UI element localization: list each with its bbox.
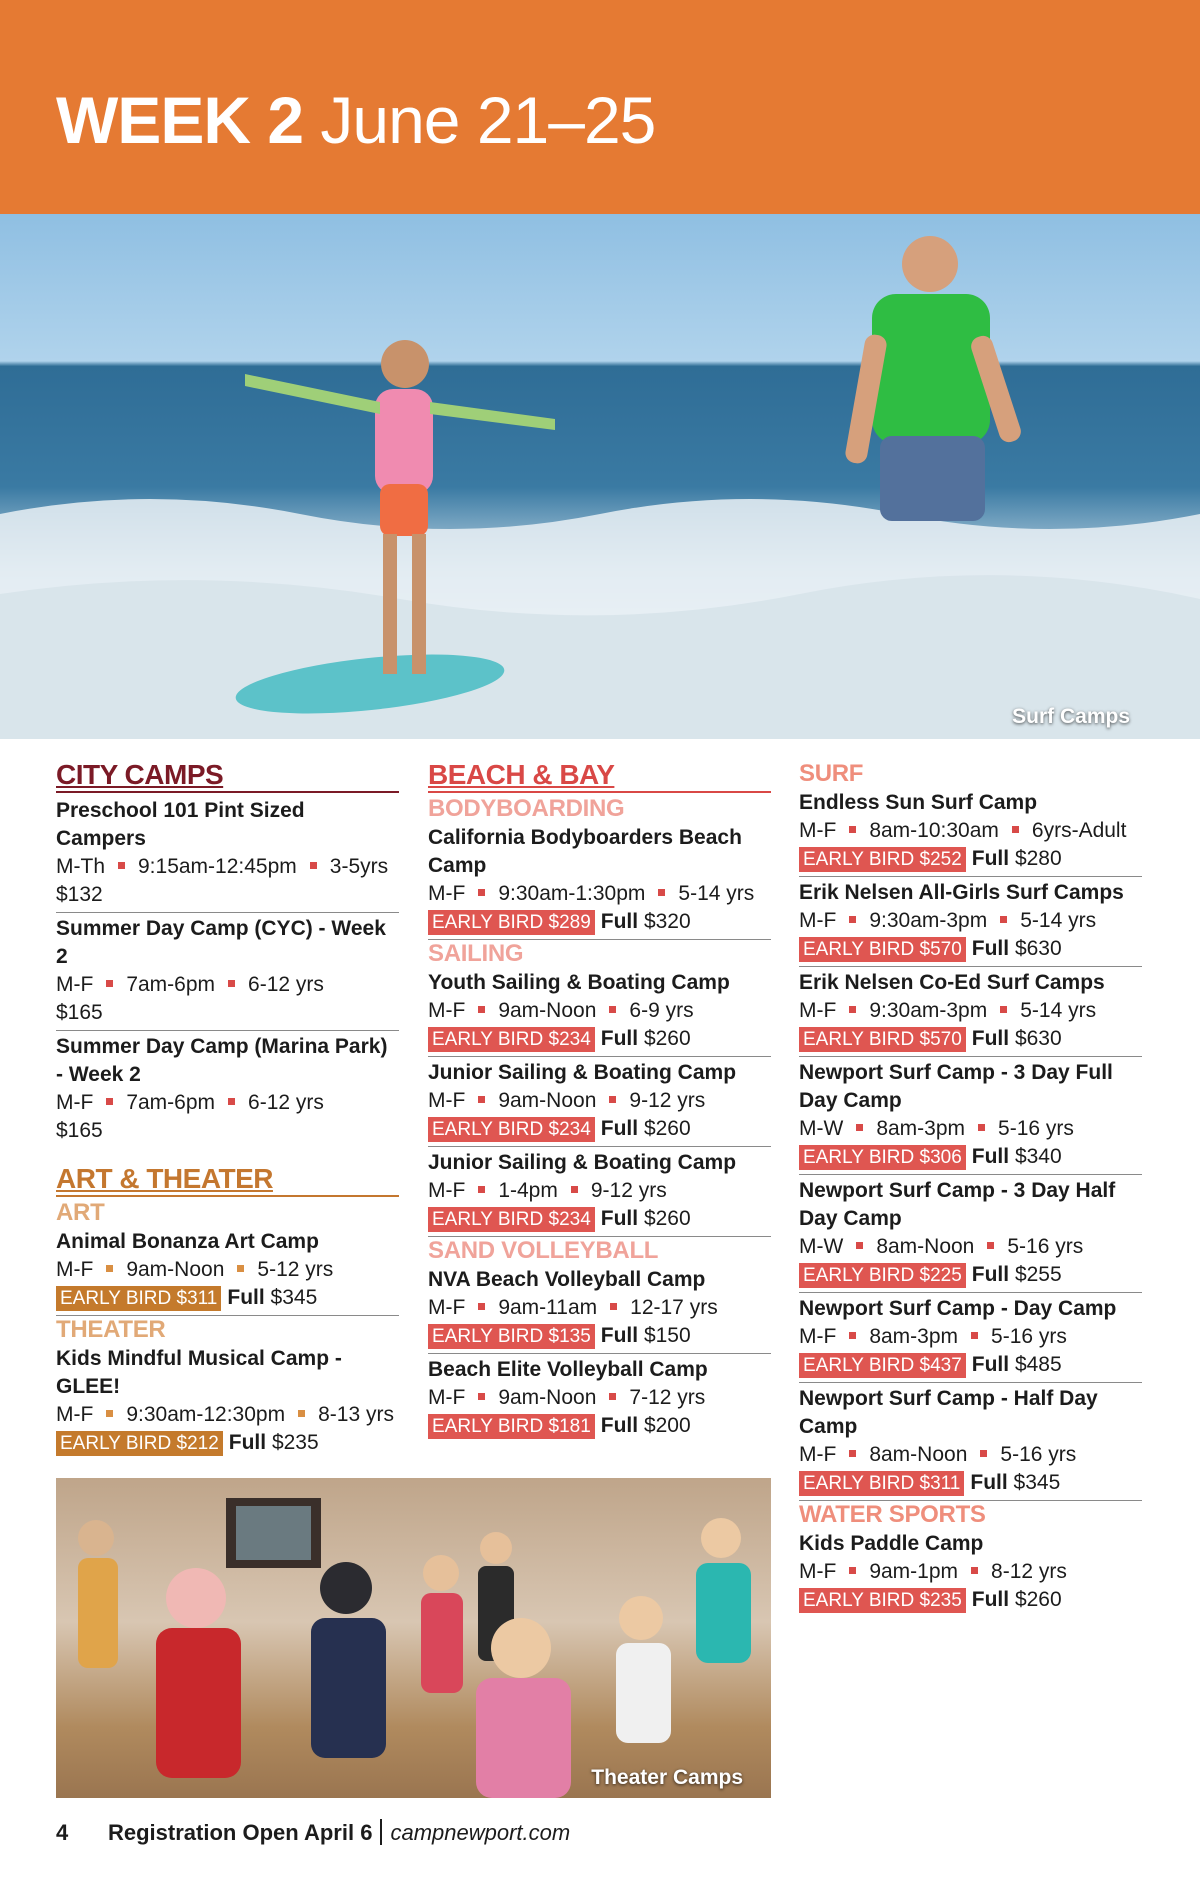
camp-entry	[56, 1343, 399, 1460]
early-bird-badge: EARLY BIRD $311	[799, 1471, 964, 1496]
water-sports-subheading: WATER SPORTS	[799, 1501, 986, 1528]
camp-name: Kids Mindful Musical Camp - GLEE!	[56, 1347, 342, 1398]
camp-name: Kids Paddle Camp	[799, 1532, 984, 1555]
bullet-icon	[478, 1393, 485, 1400]
early-bird-badge: EARLY BIRD $225	[799, 1263, 966, 1288]
surf-subheading: SURF	[799, 760, 864, 787]
camp-name: NVA Beach Volleyball Camp	[428, 1268, 706, 1291]
camp-schedule: M-F 9:30am-3pm 5-14 yrs	[799, 999, 1097, 1022]
camp-name: Newport Surf Camp - 3 Day Half Day Camp	[799, 1179, 1116, 1230]
registration-note: Registration Open April 6	[108, 1820, 373, 1845]
camp-price: $132	[56, 883, 103, 906]
early-bird-badge: EARLY BIRD $234	[428, 1207, 595, 1232]
bullet-icon	[609, 1096, 616, 1103]
bullet-icon	[237, 1265, 244, 1272]
bullet-icon	[980, 1450, 987, 1457]
camp-price: EARLY BIRD $234 Full $260	[428, 1205, 771, 1233]
camp-schedule: M-F 7am-6pm 6-12 yrs	[56, 1091, 324, 1114]
bullet-icon	[849, 1450, 856, 1457]
camp-entry	[799, 967, 1142, 1057]
camp-name: California Bodyboarders Beach Camp	[428, 826, 742, 877]
early-bird-badge: EARLY BIRD $289	[428, 910, 595, 935]
page-number: 4	[56, 1820, 69, 1845]
website-link[interactable]: campnewport.com	[390, 1820, 571, 1845]
early-bird-badge: EARLY BIRD $234	[428, 1027, 595, 1052]
camp-entry	[56, 795, 399, 913]
bullet-icon	[1000, 916, 1007, 923]
camp-name: Erik Nelsen All-Girls Surf Camps	[799, 881, 1124, 904]
camp-name: Preschool 101 Pint Sized Campers	[56, 799, 305, 850]
camp-entry	[56, 1031, 399, 1148]
camp-name: Summer Day Camp (Marina Park) - Week 2	[56, 1035, 388, 1086]
camp-entry	[428, 967, 771, 1057]
bullet-icon	[849, 1332, 856, 1339]
sailing-subheading: SAILING	[428, 940, 524, 967]
bullet-icon	[609, 1393, 616, 1400]
sand-volleyball-subheading: SAND VOLLEYBALL	[428, 1237, 659, 1264]
bullet-icon	[298, 1410, 305, 1417]
camp-price: EARLY BIRD $306 Full $340	[799, 1143, 1142, 1171]
camp-name: Newport Surf Camp - Half Day Camp	[799, 1387, 1098, 1438]
bullet-icon	[118, 862, 125, 869]
camp-price: EARLY BIRD $135 Full $150	[428, 1322, 771, 1350]
week-title	[56, 80, 655, 160]
week-header	[0, 0, 1200, 214]
camp-entry	[799, 1057, 1142, 1175]
camp-schedule: M-W 8am-3pm 5-16 yrs	[799, 1117, 1074, 1140]
camp-schedule: M-F 9am-Noon 6-9 yrs	[428, 999, 694, 1022]
early-bird-badge: EARLY BIRD $212	[56, 1431, 223, 1456]
camp-schedule: M-F 9:30am-3pm 5-14 yrs	[799, 909, 1097, 932]
camp-entry	[799, 787, 1142, 877]
camp-entry	[428, 1057, 771, 1147]
camp-schedule: M-F 9am-11am 12-17 yrs	[428, 1296, 718, 1319]
city-camps-heading: CITY CAMPS	[56, 760, 399, 793]
bodyboarding-subheading: BODYBOARDING	[428, 795, 625, 822]
bullet-icon	[1000, 1006, 1007, 1013]
bullet-icon	[106, 980, 113, 987]
camp-price: EARLY BIRD $212 Full $235	[56, 1429, 399, 1457]
camp-price: EARLY BIRD $570 Full $630	[799, 935, 1142, 963]
camp-name: Summer Day Camp (CYC) - Week 2	[56, 917, 386, 968]
camp-schedule: M-F 9am-Noon 5-12 yrs	[56, 1258, 334, 1281]
early-bird-badge: EARLY BIRD $437	[799, 1353, 966, 1378]
theater-camps-photo	[56, 1478, 771, 1798]
camp-schedule: M-F 9:30am-1:30pm 5-14 yrs	[428, 882, 755, 905]
bullet-icon	[310, 862, 317, 869]
camp-entry	[428, 1354, 771, 1443]
bullet-icon	[849, 916, 856, 923]
week-dates: June 21–25	[320, 83, 656, 157]
early-bird-badge: EARLY BIRD $311	[56, 1286, 221, 1311]
early-bird-badge: EARLY BIRD $135	[428, 1324, 595, 1349]
camp-price: EARLY BIRD $311 Full $345	[56, 1284, 399, 1312]
bullet-icon	[478, 1096, 485, 1103]
camp-entry	[56, 1226, 399, 1316]
early-bird-badge: EARLY BIRD $235	[799, 1588, 966, 1613]
camp-entry	[56, 913, 399, 1031]
early-bird-badge: EARLY BIRD $181	[428, 1414, 595, 1439]
bullet-icon	[228, 980, 235, 987]
bullet-icon	[478, 1186, 485, 1193]
bullet-icon	[971, 1567, 978, 1574]
camp-price: EARLY BIRD $234 Full $260	[428, 1025, 771, 1053]
camp-price: EARLY BIRD $437 Full $485	[799, 1351, 1142, 1379]
theater-photo-caption: Theater Camps	[591, 1766, 743, 1789]
beach-bay-heading: BEACH & BAY	[428, 760, 771, 793]
art-theater-heading: ART & THEATER	[56, 1164, 399, 1197]
camp-schedule: M-F 9am-Noon 7-12 yrs	[428, 1386, 706, 1409]
bullet-icon	[849, 1006, 856, 1013]
early-bird-badge: EARLY BIRD $570	[799, 1027, 966, 1052]
camp-schedule: M-F 7am-6pm 6-12 yrs	[56, 973, 324, 996]
camp-schedule: M-F 9am-1pm 8-12 yrs	[799, 1560, 1067, 1583]
camp-entry	[799, 1528, 1142, 1617]
camp-name: Junior Sailing & Boating Camp	[428, 1061, 737, 1084]
bullet-icon	[849, 1567, 856, 1574]
camp-name: Animal Bonanza Art Camp	[56, 1230, 319, 1253]
camp-price: EARLY BIRD $311 Full $345	[799, 1469, 1142, 1497]
bullet-icon	[106, 1410, 113, 1417]
surf-camps-photo	[0, 214, 1200, 739]
column-beach-bay	[428, 760, 771, 1443]
bullet-icon	[978, 1124, 985, 1131]
camp-entry	[799, 1293, 1142, 1383]
early-bird-badge: EARLY BIRD $234	[428, 1117, 595, 1142]
bullet-icon	[856, 1242, 863, 1249]
bullet-icon	[228, 1098, 235, 1105]
camp-entry	[428, 822, 771, 940]
camp-entry	[799, 1383, 1142, 1501]
bullet-icon	[106, 1265, 113, 1272]
bullet-icon	[849, 826, 856, 833]
camp-price: EARLY BIRD $225 Full $255	[799, 1261, 1142, 1289]
page-footer	[56, 1814, 570, 1848]
camp-name: Beach Elite Volleyball Camp	[428, 1358, 708, 1381]
bullet-icon	[658, 889, 665, 896]
surf-photo-caption: Surf Camps	[1012, 705, 1130, 728]
camp-price: EARLY BIRD $289 Full $320	[428, 908, 771, 936]
camp-price: EARLY BIRD $181 Full $200	[428, 1412, 771, 1440]
column-surf-water	[799, 760, 1142, 1617]
bullet-icon	[106, 1098, 113, 1105]
camp-schedule: M-W 8am-Noon 5-16 yrs	[799, 1235, 1084, 1258]
camp-entry	[799, 1175, 1142, 1293]
camp-entry	[428, 1147, 771, 1237]
bullet-icon	[478, 1006, 485, 1013]
camp-schedule: M-F 8am-Noon 5-16 yrs	[799, 1443, 1077, 1466]
footer-divider	[380, 1819, 382, 1845]
camp-schedule: M-F 9am-Noon 9-12 yrs	[428, 1089, 706, 1112]
early-bird-badge: EARLY BIRD $306	[799, 1145, 966, 1170]
camp-schedule: M-F 8am-3pm 5-16 yrs	[799, 1325, 1067, 1348]
camp-price: EARLY BIRD $570 Full $630	[799, 1025, 1142, 1053]
bullet-icon	[609, 1006, 616, 1013]
camp-name: Newport Surf Camp - 3 Day Full Day Camp	[799, 1061, 1113, 1112]
camp-entry	[428, 1264, 771, 1354]
art-subheading: ART	[56, 1199, 105, 1226]
theater-scene-illustration	[56, 1478, 771, 1798]
week-label: WEEK 2	[56, 83, 304, 157]
theater-subheading: THEATER	[56, 1316, 166, 1343]
surf-scene-illustration	[0, 214, 1200, 739]
bullet-icon	[571, 1186, 578, 1193]
column-city-art	[56, 760, 399, 1460]
camp-schedule: M-F 1-4pm 9-12 yrs	[428, 1179, 667, 1202]
camp-name: Endless Sun Surf Camp	[799, 791, 1038, 814]
bullet-icon	[1012, 826, 1019, 833]
camp-entry	[799, 877, 1142, 967]
camp-price: $165	[56, 1001, 103, 1024]
camp-name: Youth Sailing & Boating Camp	[428, 971, 730, 994]
camp-schedule: M-Th 9:15am-12:45pm 3-5yrs	[56, 855, 389, 878]
camp-schedule: M-F 8am-10:30am 6yrs-Adult	[799, 819, 1127, 842]
camp-schedule: M-F 9:30am-12:30pm 8-13 yrs	[56, 1403, 394, 1426]
bullet-icon	[610, 1303, 617, 1310]
bullet-icon	[971, 1332, 978, 1339]
camp-price: $165	[56, 1119, 103, 1142]
bullet-icon	[478, 889, 485, 896]
camp-name: Erik Nelsen Co-Ed Surf Camps	[799, 971, 1105, 994]
camp-name: Newport Surf Camp - Day Camp	[799, 1297, 1117, 1320]
camp-price: EARLY BIRD $234 Full $260	[428, 1115, 771, 1143]
camp-price: EARLY BIRD $235 Full $260	[799, 1586, 1142, 1614]
camp-price: EARLY BIRD $252 Full $280	[799, 845, 1142, 873]
bullet-icon	[987, 1242, 994, 1249]
early-bird-badge: EARLY BIRD $252	[799, 847, 966, 872]
camp-name: Junior Sailing & Boating Camp	[428, 1151, 737, 1174]
bullet-icon	[856, 1124, 863, 1131]
bullet-icon	[478, 1303, 485, 1310]
early-bird-badge: EARLY BIRD $570	[799, 937, 966, 962]
